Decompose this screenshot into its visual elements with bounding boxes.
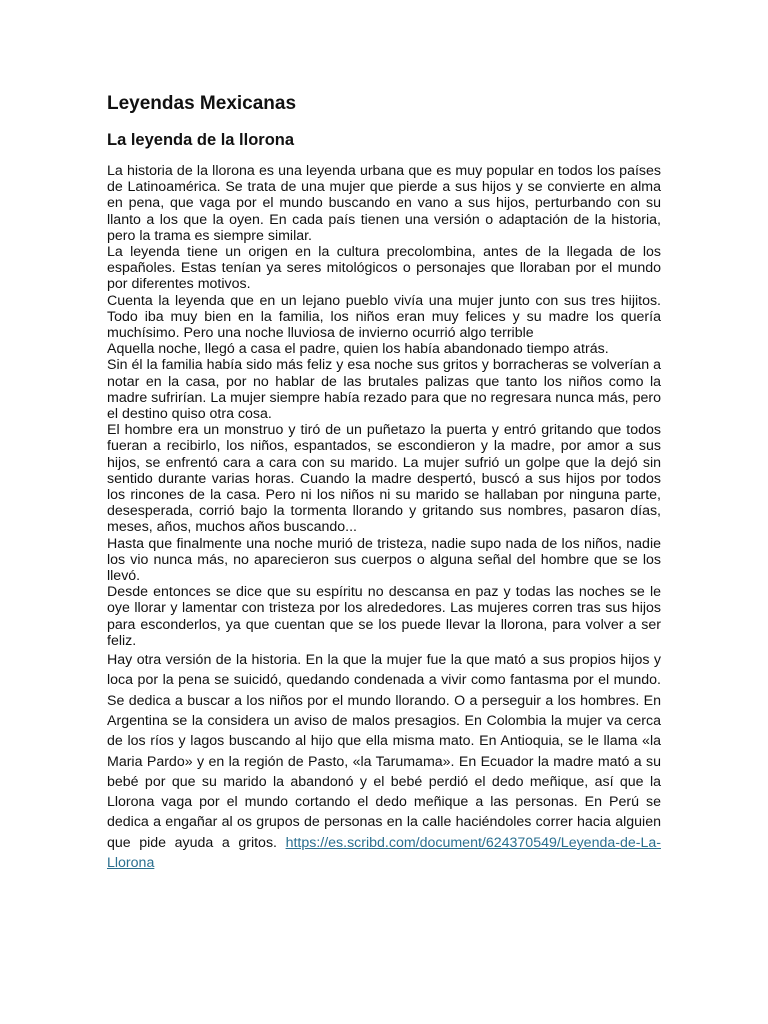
paragraph-2: La leyenda tiene un origen en la cultura precolombina, antes de la llegada de los españoles. Estas tenían ya seres mitológicos o personajes que lloraban por el mundo por diferentes motivos.	[107, 244, 661, 293]
paragraph-5: Sin él la familia había sido más feliz y esa noche sus gritos y borracheras se volverían a notar en la casa, por no hablar de las brutales palizas que tanto los niños como la madre sufrirían. La mujer siempre había rezado para que no regresara nunca más, pero el destino quiso otra cosa.	[107, 357, 661, 423]
source-link[interactable]: https://es.scribd.com/document/624370549/Leyenda-de-La-Llorona	[107, 834, 661, 872]
paragraph-9	[107, 650, 661, 873]
paragraph-8: Desde entonces se dice que su espíritu no descansa en paz y todas las noches se le oye llorar y lamentar con tristeza por los alrededores. Las mujeres corren tras sus hijos para esconderlos, ya que cuentan que se los puede llevar la llorona, para volver a ser feliz.	[107, 584, 661, 649]
paragraph-1: La historia de la llorona es una leyenda urbana que es muy popular en todos los países de Latinoamérica. Se trata de una mujer que pierde a sus hijos y se convierte en alma en pena, que vaga por el mundo buscando en vano a sus hijos, perturbando con su llanto a los que la oyen. En cada país tienen una versión o adaptación de la historia, pero la trama es siempre similar.	[107, 163, 661, 244]
paragraph-4: Aquella noche, llegó a casa el padre, quien los había abandonado tiempo atrás.	[107, 341, 609, 358]
document-page	[107, 92, 661, 873]
paragraph-7: Hasta que finalmente una noche murió de tristeza, nadie supo nada de los niños, nadie los vio nunca más, no aparecieron sus cuerpos o alguna señal del hombre que se los llevó.	[107, 535, 661, 585]
paragraph-6: El hombre era un monstruo y tiró de un puñetazo la puerta y entró gritando que todos fueran a recibirlo, los niños, espantados, se escondieron y la madre, por amor a sus hijos, se enfrentó cara a cara con su marido. La mujer sufrió un golpe que la dejó sin sentido durante varias horas. Cuando la madre despertó, buscó a sus hijos por todos los rincones de la casa. Pero ni los niños ni su marido se hallaban por ninguna parte, desesperada, corrió bajo la tormenta llorando y gritando sus nombres, pasaron días, meses, años, muchos años buscando...	[107, 422, 661, 536]
paragraph-3: Cuenta la leyenda que en un lejano pueblo vivía una mujer junto con sus tres hijitos. Todo iba muy bien en la familia, los niños eran muy felices y su madre los quería muchísimo. Pero una noche lluviosa de invierno ocurrió algo terrible	[107, 292, 661, 342]
section-title: La leyenda de la llorona	[107, 131, 295, 149]
document-title: Leyendas Mexicanas	[107, 93, 297, 114]
paragraph-9-text: Hay otra versión de la historia. En la que la mujer fue la que mató a sus propios hijos y loca por la pena se suicidó, quedando condenada a vivir como fantasma por el mundo. Se dedica a buscar a los niños por el mundo llorando. O a perseguir a los hombres. En Argentina se la considera un aviso de malos presagios. En Colombia la mujer va cerca de los ríos y lagos buscando al hijo que ella misma mato. En Antioquia, se le llama «la Maria Pardo» y en la región de Pasto, «la Tarumama». En Ecuador la madre mató a su bebé por que su marido la abandonó y el bebé perdió el dedo meñique, así que la Llorona vaga por el mundo cortando el dedo meñique a las personas. En Perú se dedica a engañar al os grupos de personas en la calle haciéndoles correr hacia alguien que pide ayuda a gritos.	[107, 652, 661, 851]
